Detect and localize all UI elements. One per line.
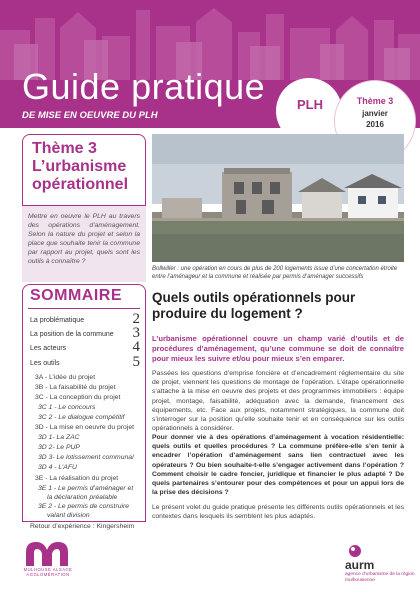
article-paragraph-3: Le présent volet du guide pratique présente les différents outils opérationnels et les contextes dans lesquels ils semblent les plus adaptés. — [152, 504, 404, 521]
toc-item-label: Les acteurs — [30, 345, 67, 352]
theme-box-title — [32, 140, 144, 194]
toc-item-page: 4 — [132, 339, 140, 355]
toc-item-outils[interactable] — [30, 354, 140, 370]
toc-subitem[interactable]: 3D 3- Le lotissement communal — [38, 454, 134, 461]
aurm-logo-text: aurm — [345, 558, 375, 572]
toc-subitem[interactable]: 3D 4 - L’AFU — [38, 464, 77, 471]
toc-item-page: 5 — [132, 354, 140, 370]
toc-subitem[interactable]: 3C - La conception du projet — [35, 394, 121, 401]
toc-subitem[interactable]: 3D 2- Le PUP — [38, 444, 80, 451]
toc-item-label: Les outils — [30, 360, 60, 367]
article-paragraph-2: Pour donner vie à des opérations d’aménagement à vocation résidentielle: quels outils et quelles procédures ? La commune préfère-elle s’en tenir à encadrer l’opération d’aménagement sans lien contractuel avec les opérateurs ? Ou bien souhaite-t-elle s’engager activement dans l’opération ? Comment choisir le cadre foncier, juridique et financier le plus adapté ? De quels partenaires s’entourer pour des compétences et pour un appui lors de la prise des décisions ? — [152, 434, 404, 497]
photo-caption: Bollwiller : une opération en cours de plus de 200 logements issue d’une concertation étroite entre l’aménageur et la commune et réalisée par permis d’aménager successifs — [152, 266, 398, 280]
guide-title: Guide pratique — [22, 66, 266, 107]
intro-text: Mettre en oeuvre le PLH au travers des opérations d’aménagement. Selon la nature du projet et selon la place que souhaite tenir la commune par rapport au projet, quels sont les outils à connaître ? — [22, 206, 146, 282]
toc-subitem[interactable]: 3A - L’idée du projet — [35, 374, 96, 381]
article-paragraph-1: Passées les questions d’emprise foncière et d’encadrement réglementaire du site de projet, viennent les questions de montage de l’opération. L’étape opérationnelle s’attache à la mise en oeuvre des projets et des programmes immobiliers : équipe projet, montage, faisabilité, adéquation avec la demande, financement des équipements, etc. Face aux projets, notamment stratégiques, la commune doit s’interroger sur la position qu’elle souhaite tenir et en conséquence sur les outils opérationnels à considérer. — [152, 370, 404, 433]
date-month: janvier — [362, 109, 388, 118]
theme-number: Thème 3 — [356, 96, 394, 106]
toc-subitem[interactable]: 3B - La faisabilité du projet — [35, 384, 116, 391]
toc-subitem[interactable]: 3D 1- La ZAC — [38, 434, 80, 441]
m2a-logo-icon — [22, 540, 72, 566]
toc-subitem[interactable]: 3C 2 - Le dialogue compétitif — [38, 414, 125, 421]
toc-subitem[interactable]: 3E 1 - Le permis d’aménager et — [38, 485, 134, 492]
toc-item-page: 3 — [132, 325, 140, 341]
publication-date — [336, 108, 414, 130]
toc-subitem[interactable]: 3E - La réalisation du projet — [35, 475, 119, 482]
toc-item-page: 2 — [132, 311, 140, 327]
toc-subitem[interactable]: 3C 1 - Le concours — [38, 404, 96, 411]
toc-subitem[interactable]: 3E 2 - Le permis de construire — [38, 503, 130, 510]
toc-item-retour-experience[interactable]: Retour d’expérience : Kingersheim — [30, 523, 135, 530]
theme-box-line2: L’urbanisme — [32, 158, 127, 175]
m2a-logo-line1: MULHOUSE ALSACE — [23, 567, 73, 572]
aurm-logo-subtitle: agence d’urbanisme de la région mulhousienne — [345, 572, 415, 583]
toc-item-acteurs[interactable] — [30, 339, 140, 355]
sommaire-title: SOMMAIRE — [30, 287, 122, 304]
date-year: 2016 — [366, 120, 384, 129]
guide-subtitle: DE MISE EN OEUVRE DU PLH — [22, 110, 158, 121]
toc-item-label: La problématique — [30, 317, 85, 324]
toc-subitem[interactable]: 3D - La mise en oeuvre du projet — [35, 424, 134, 431]
theme-box-line3: opérationnel — [32, 176, 129, 193]
toc-item-label: La position de la commune — [30, 331, 114, 338]
m2a-logo-line2: AGGLOMÉRATION — [26, 572, 70, 577]
toc-item-position-commune[interactable] — [30, 325, 140, 341]
toc-item-problematique[interactable] — [30, 311, 140, 327]
toc-subitem: valant division — [47, 512, 90, 519]
theme-box-line1: Thème 3 — [32, 140, 97, 157]
sommaire-divider — [28, 308, 140, 309]
aurm-logo-icon — [348, 544, 362, 558]
plh-badge-label: PLH — [297, 97, 323, 112]
article-lead: L’urbanisme opérationnel couvre un champ varié d’outils et de procédures d’aménagement, qu’une commune se doit de connaître pour mieux les suivre et/ou pour mieux s’en emparer. — [152, 334, 404, 363]
construction-site-photo — [152, 134, 404, 262]
m2a-logo-text — [18, 567, 78, 577]
article-title: Quels outils opérationnels pour produire du logement ? — [152, 290, 356, 321]
toc-subitem: la déclaration préalable — [47, 494, 118, 501]
